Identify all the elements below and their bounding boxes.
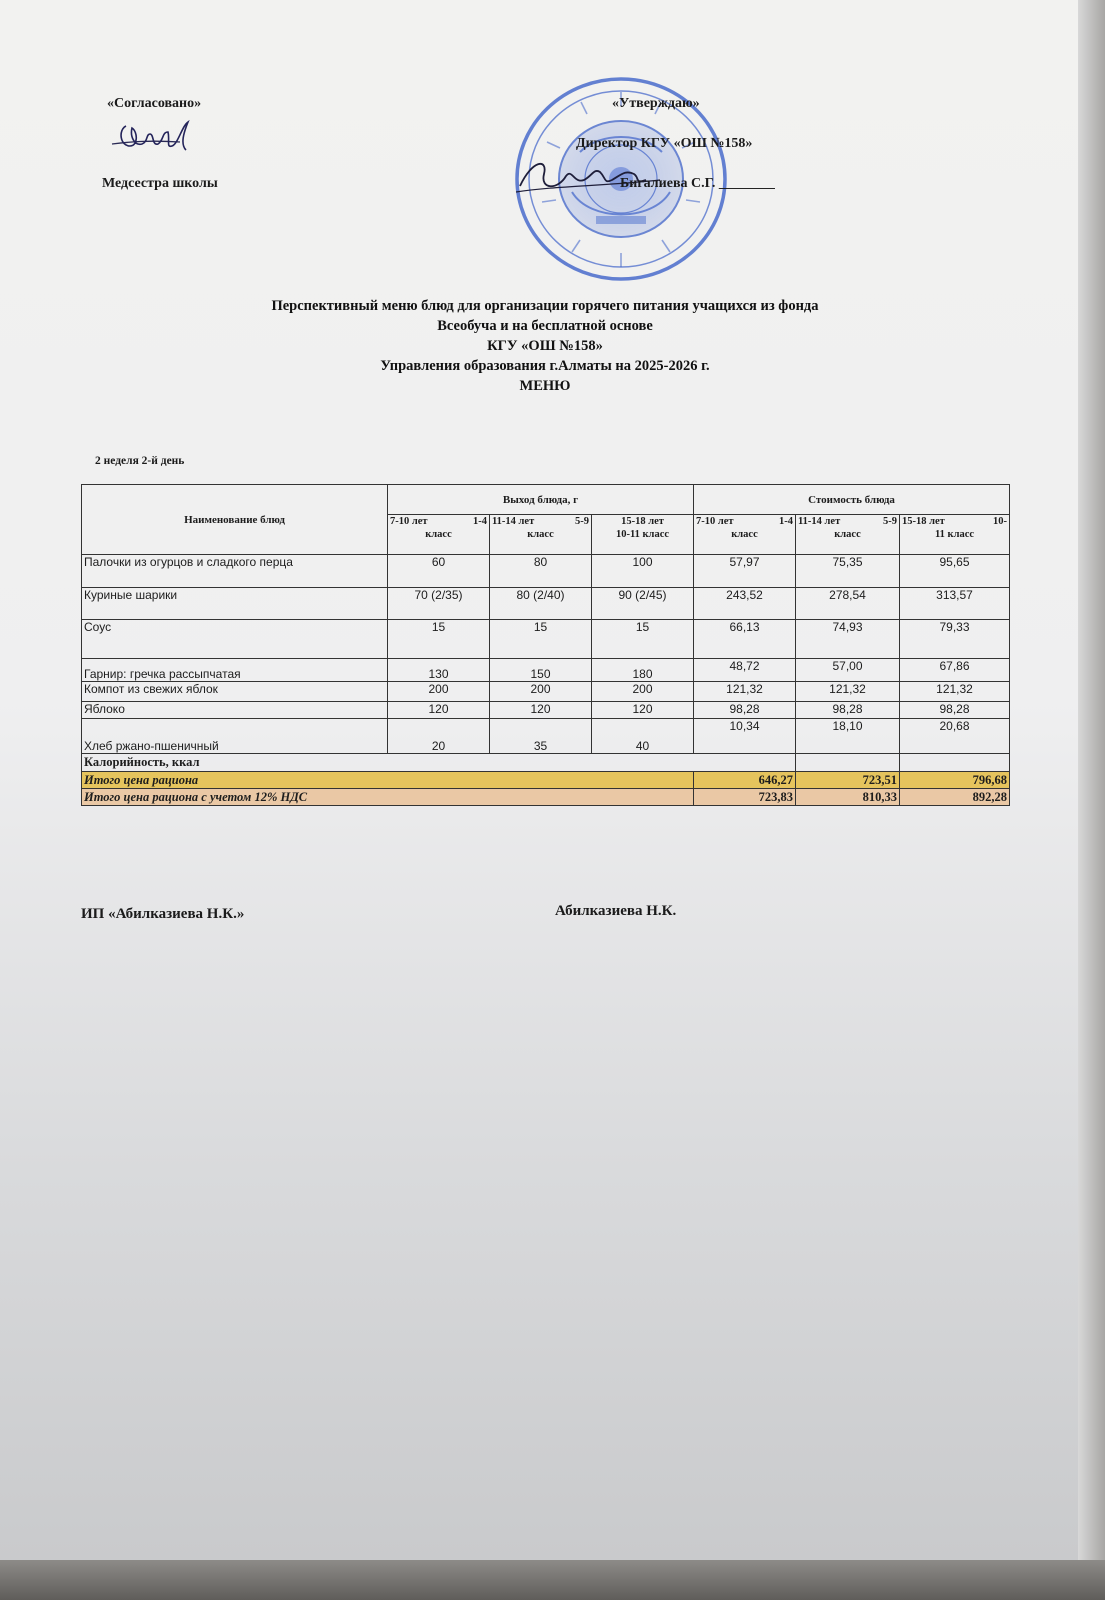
header-sub-output-7-10: 7-10 лет 1-4 класс [388, 515, 490, 555]
cost-cell: 57,97 [694, 555, 796, 588]
cost-cell: 57,00 [796, 659, 900, 682]
title-line: КГУ «ОШ №158» [487, 338, 603, 354]
header-sub-cost-15-18: 15-18 лет 10- 11 класс [900, 515, 1010, 555]
cost-cell: 98,28 [694, 702, 796, 719]
total-cell: 796,68 [900, 772, 1010, 789]
menu-table [81, 484, 1010, 806]
cost-cell: 121,32 [900, 682, 1010, 702]
table-row [82, 620, 1010, 659]
header-dish-name: Наименование блюд [82, 485, 388, 555]
desk-surface [0, 1560, 1105, 1600]
table-row [82, 588, 1010, 620]
header-output-group: Выход блюда, г [388, 485, 694, 515]
nurse-signature [108, 112, 200, 162]
output-cell: 15 [490, 620, 592, 659]
title-line-menu: МЕНЮ [519, 378, 571, 394]
output-cell: 80 [490, 555, 592, 588]
header-sub-cost-7-10: 7-10 лет 1-4 класс [694, 515, 796, 555]
header-sub-output-15-18: 15-18 лет 10-11 класс [592, 515, 694, 555]
output-cell: 130 [388, 659, 490, 682]
director-name: Бигалиева С.Г. ________ [620, 176, 775, 191]
total-vat-label: Итого цена рациона с учетом 12% НДС [82, 789, 694, 806]
cost-cell: 75,35 [796, 555, 900, 588]
document-title [150, 296, 940, 396]
calories-cell [900, 754, 1010, 772]
director-signature [514, 150, 664, 200]
total-row [82, 772, 1010, 789]
dish-name: Хлеб ржано-пшеничный [82, 719, 388, 754]
cost-cell: 121,32 [796, 682, 900, 702]
output-cell: 120 [490, 702, 592, 719]
total-cell: 723,51 [796, 772, 900, 789]
dish-name: Палочки из огурцов и сладкого перца [82, 555, 388, 588]
dish-name: Соус [82, 620, 388, 659]
header-cost-group: Стоимость блюда [694, 485, 1010, 515]
output-cell: 200 [490, 682, 592, 702]
cost-cell: 278,54 [796, 588, 900, 620]
cost-cell: 66,13 [694, 620, 796, 659]
output-cell: 15 [592, 620, 694, 659]
dish-name: Куриные шарики [82, 588, 388, 620]
cost-cell: 79,33 [900, 620, 1010, 659]
table-row [82, 719, 1010, 754]
cost-cell: 48,72 [694, 659, 796, 682]
page-edge-shadow [1078, 0, 1105, 1560]
table-row [82, 659, 1010, 682]
title-line: Управления образования г.Алматы на 2025-2026 г. [380, 358, 710, 374]
title-line: Перспективный меню блюд для организации горячего питания учащихся из фонда [271, 298, 819, 314]
cost-cell: 313,57 [900, 588, 1010, 620]
output-cell: 80 (2/40) [490, 588, 592, 620]
day-label: 2 неделя 2-й день [95, 455, 185, 467]
cost-cell: 18,10 [796, 719, 900, 754]
output-cell: 200 [388, 682, 490, 702]
cost-cell: 10,34 [694, 719, 796, 754]
output-cell: 120 [388, 702, 490, 719]
table-row [82, 702, 1010, 719]
total-vat-row [82, 789, 1010, 806]
output-cell: 90 (2/45) [592, 588, 694, 620]
cost-cell: 74,93 [796, 620, 900, 659]
total-vat-cell: 892,28 [900, 789, 1010, 806]
cost-cell: 121,32 [694, 682, 796, 702]
output-cell: 180 [592, 659, 694, 682]
approved-label: «Утверждаю» [612, 96, 700, 111]
nurse-label: Медсестра школы [102, 176, 218, 191]
cost-cell: 20,68 [900, 719, 1010, 754]
cost-cell: 98,28 [796, 702, 900, 719]
output-cell: 200 [592, 682, 694, 702]
output-cell: 40 [592, 719, 694, 754]
output-cell: 70 (2/35) [388, 588, 490, 620]
cost-cell: 95,65 [900, 555, 1010, 588]
director-label: Директор КГУ «ОШ №158» [576, 136, 753, 151]
table-row [82, 555, 1010, 588]
supplier-label: ИП «Абилказиева Н.К.» [81, 906, 245, 922]
total-cell: 646,27 [694, 772, 796, 789]
title-line: Всеобуча и на бесплатной основе [437, 318, 653, 334]
output-cell: 35 [490, 719, 592, 754]
cost-cell: 243,52 [694, 588, 796, 620]
dish-name: Компот из свежих яблок [82, 682, 388, 702]
total-vat-cell: 723,83 [694, 789, 796, 806]
output-cell: 15 [388, 620, 490, 659]
calories-row [82, 754, 1010, 772]
cost-cell: 67,86 [900, 659, 1010, 682]
output-cell: 60 [388, 555, 490, 588]
output-cell: 20 [388, 719, 490, 754]
header-sub-cost-11-14: 11-14 лет 5-9 класс [796, 515, 900, 555]
total-label: Итого цена рациона [82, 772, 694, 789]
calories-label: Калорийность, ккал [82, 754, 796, 772]
supplier-name: Абилказиева Н.К. [555, 903, 677, 919]
agreed-label: «Согласовано» [107, 96, 202, 111]
dish-name: Гарнир: гречка рассыпчатая [82, 659, 388, 682]
output-cell: 120 [592, 702, 694, 719]
dish-name: Яблоко [82, 702, 388, 719]
cost-cell: 98,28 [900, 702, 1010, 719]
calories-cell [796, 754, 900, 772]
total-vat-cell: 810,33 [796, 789, 900, 806]
output-cell: 150 [490, 659, 592, 682]
table-row [82, 682, 1010, 702]
header-sub-output-11-14: 11-14 лет 5-9 класс [490, 515, 592, 555]
output-cell: 100 [592, 555, 694, 588]
